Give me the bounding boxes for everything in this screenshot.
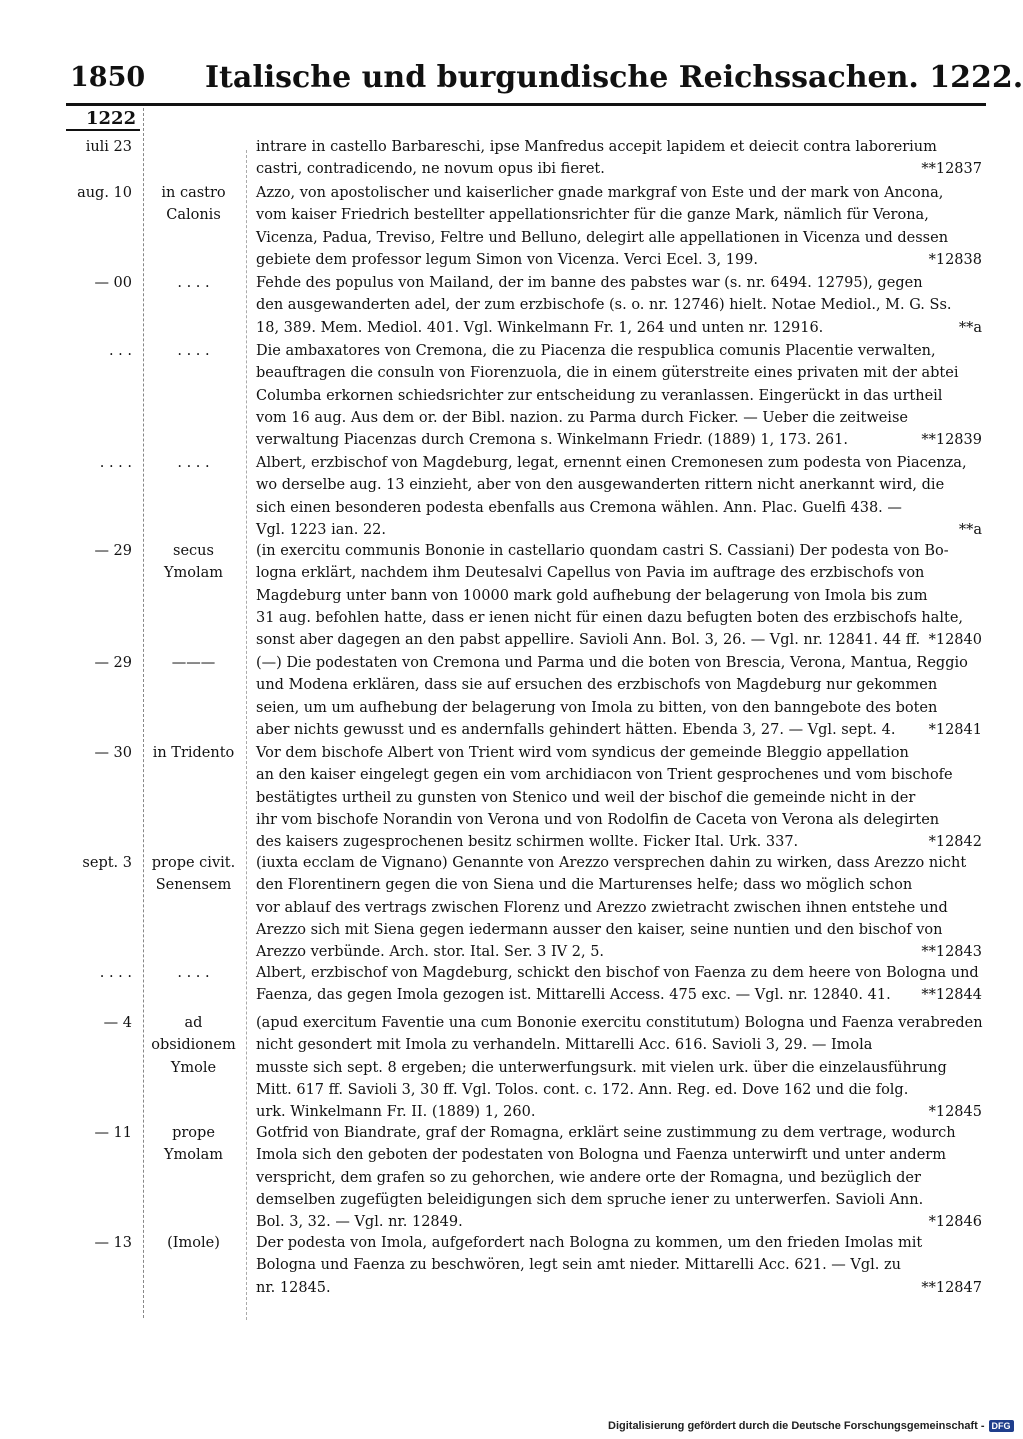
entry-date: . . . .	[99, 455, 132, 471]
entry-line: Magdeburg unter bann von 10000 mark gold aufhebung der belagerung von Imola bis zum	[256, 587, 928, 604]
regest-number: *12840	[928, 632, 982, 649]
footer-text: Digitalisierung gefördert durch die Deutsche Forschungsgemeinschaft -	[608, 1420, 985, 1432]
year-rule	[66, 129, 140, 131]
entry-line: sich einen besonderen podesta ebenfalls aus Cremona wählen. Ann. Plac. Guelfi 438. —	[256, 499, 902, 516]
entry-date: — 00	[94, 275, 132, 291]
entry-line: Fehde des populus von Mailand, der im banne des pabstes war (s. nr. 6494. 12795), gegen	[256, 275, 923, 291]
entry-line: Faenza, das gegen Imola gezogen ist. Mittarelli Access. 475 exc. — Vgl. nr. 12840. 41. **12844	[256, 984, 982, 1006]
year-label: 1222	[86, 108, 137, 129]
entry-text	[256, 182, 982, 271]
entry-text	[256, 1012, 982, 1123]
entry-date: iuli 23	[85, 139, 132, 155]
entry-line: Columba erkornen schiedsrichter zur entscheidung zu veranlassen. Eingerückt in das urtheil	[256, 387, 943, 404]
regest-number: *12846	[928, 1214, 982, 1231]
regest-number: **a	[958, 521, 982, 538]
dfg-logo: DFG	[989, 1420, 1014, 1432]
entry-line: Gotfrid von Biandrate, graf der Romagna, erklärt seine zustimmung zu dem vertrage, wodurch	[256, 1125, 956, 1141]
entry-line: Imola sich den geboten der podestaten von Bologna und Faenza unterwirft und unter anderm	[256, 1147, 946, 1164]
entry-line: Albert, erzbischof von Magdeburg, schickt den bischof von Faenza zu dem heere von Bologna und	[256, 965, 979, 981]
entry-line: seien, um um aufhebung der belagerung von Imola zu bitten, von den banngebote des boten	[256, 699, 938, 716]
entry-text	[256, 962, 982, 1007]
entry-text	[256, 272, 982, 339]
entry-date: . . . .	[99, 965, 132, 981]
entry-line: an den kaiser eingelegt gegen ein vom archidiacon von Trient gesprochenes und vom bischofe	[256, 767, 953, 784]
entry-text	[256, 340, 982, 451]
entry-place: . . . .	[177, 275, 210, 291]
entry-line: (apud exercitum Faventie una cum Bononie exercitu constitutum) Bologna und Faenza verabreden	[256, 1015, 983, 1031]
regest-number: **12844	[921, 987, 982, 1004]
entry-text	[256, 852, 982, 963]
regest-number: **12843	[921, 944, 982, 961]
entry-line: ihr vom bischofe Norandin von Verona und von Rodolfin de Caceta von Verona als delegirten	[256, 811, 940, 828]
entry-date: — 11	[94, 1125, 132, 1141]
entry-text	[256, 136, 982, 181]
entry-line: wo derselbe aug. 13 einzieht, aber von den ausgewanderten rittern nicht anerkannt wird, die	[256, 477, 945, 494]
page-number: 1850	[70, 62, 146, 93]
entry-line: (in exercitu communis Bononie in castellario quondam castri S. Cassiani) Der podesta von Bo-	[256, 543, 949, 559]
entry-date: aug. 10	[77, 185, 132, 201]
entry-date: — 30	[94, 745, 132, 761]
entry-line: Der podesta von Imola, aufgefordert nach Bologna zu kommen, um den frieden Imolas mit	[256, 1235, 923, 1251]
entry-line: 31 aug. befohlen hatte, dass er ienen nicht für einen dazu befugten boten des erzbischofs halte,	[256, 609, 964, 626]
entry-place: secus Ymolam	[163, 543, 224, 582]
entry-line: vom kaiser Friedrich bestellter appellationsrichter für die ganze Mark, nämlich für Verona,	[256, 207, 929, 224]
entry-line: den Florentinern gegen die von Siena und die Marturenses helfe; dass wo möglich schon	[256, 877, 913, 894]
entry-date: — 29	[94, 655, 132, 671]
entry-place: ———	[171, 655, 216, 671]
entry-text	[256, 1122, 982, 1233]
entry-line: und Modena erklären, dass sie auf ersuchen des erzbischofs von Magdeburg nur gekommen	[256, 677, 938, 694]
entry-text	[256, 652, 982, 741]
entry-text	[256, 742, 982, 853]
entry-line: musste sich sept. 8 ergeben; die unterwerfungsurk. mit vielen urk. über die einzelausführung	[256, 1059, 947, 1076]
entry-place: (Imole)	[167, 1235, 220, 1251]
entry-line: des kaisers zugesprochenen besitz schirmen wollte. Ficker Ital. Urk. 337. *12842	[256, 831, 982, 853]
entry-line: Bol. 3, 32. — Vgl. nr. 12849. *12846	[256, 1211, 982, 1233]
entry-date: sept. 3	[82, 855, 132, 871]
entry-line: Vgl. 1223 ian. 22. **a	[256, 519, 982, 541]
entry-line: verwaltung Piacenzas durch Cremona s. Winkelmann Friedr. (1889) 1, 173. 261. **12839	[256, 429, 982, 451]
column-divider	[246, 150, 247, 1320]
entry-line: nicht gesondert mit Imola zu verhandeln. Mittarelli Acc. 616. Savioli 3, 29. — Imola	[256, 1037, 873, 1054]
entry-place: in castro Calonis	[161, 185, 226, 224]
entry-line: Die ambaxatores von Cremona, die zu Piacenza die respublica comunis Placentie verwalten,	[256, 343, 936, 359]
entry-line: 18, 389. Mem. Mediol. 401. Vgl. Winkelmann Fr. 1, 264 und unten nr. 12916. **a	[256, 317, 982, 339]
entry-line: (—) Die podestaten von Cremona und Parma und die boten von Brescia, Verona, Mantua, Reggio	[256, 655, 968, 671]
entry-line: aber nichts gewusst und es andernfalls gehindert hätten. Ebenda 3, 27. — Vgl. sept. 4. *12841	[256, 719, 982, 741]
entry-place: prope civit. Senensem	[151, 855, 236, 894]
regest-number: *12845	[928, 1104, 982, 1121]
entry-line: Mitt. 617 ff. Savioli 3, 30 ff. Vgl. Tolos. cont. c. 172. Ann. Reg. ed. Dove 162 und die folg.	[256, 1081, 909, 1098]
entry-text	[256, 1232, 982, 1299]
entry-date: . . .	[108, 343, 132, 359]
entry-line: Arezzo sich mit Siena gegen iedermann ausser den kaiser, seine nuntien und den bischof von	[256, 921, 943, 938]
regest-number: **12847	[921, 1279, 982, 1296]
entry-place: . . . .	[177, 455, 210, 471]
entry-line: Azzo, von apostolischer und kaiserlicher gnade markgraf von Este und der mark von Ancona,	[256, 185, 944, 201]
entry-text	[256, 540, 982, 651]
entry-line: nr. 12845. **12847	[256, 1277, 982, 1299]
entry-line: castri, contradicendo, ne novum opus ibi fieret. **12837	[256, 158, 982, 180]
page-title: Italische und burgundische Reichssachen. 1222.	[205, 60, 1023, 95]
entry-line: demselben zugefügten beleidigungen sich dem spruche iener zu unterwerfen. Savioli Ann.	[256, 1191, 924, 1208]
entry-line: beauftragen die consuln von Fiorenzuola, die in einem güterstreite eines privaten mit der abtei	[256, 365, 959, 382]
entry-line: Vor dem bischofe Albert von Trient wird vom syndicus der gemeinde Bleggio appellation	[256, 745, 909, 761]
entry-date: — 13	[94, 1235, 132, 1251]
entry-line: (iuxta ecclam de Vignano) Genannte von Arezzo versprechen dahin zu wirken, dass Arezzo nicht	[256, 855, 967, 871]
entry-line: Arezzo verbünde. Arch. stor. Ital. Ser. 3 IV 2, 5. **12843	[256, 941, 982, 963]
regest-number: **12837	[921, 161, 982, 178]
footer-credit	[608, 1420, 1014, 1432]
column-divider	[143, 108, 144, 1318]
regest-number: *12838	[928, 251, 982, 268]
entry-date: — 4	[103, 1015, 132, 1031]
entry-place: in Tridento	[152, 745, 235, 761]
entry-line: gebiete dem professor legum Simon von Vicenza. Verci Ecel. 3, 199. *12838	[256, 249, 982, 271]
entry-line: vom 16 aug. Aus dem or. der Bibl. nazion. zu Parma durch Ficker. — Ueber die zeitweise	[256, 409, 908, 426]
entry-line: Bologna und Faenza zu beschwören, legt sein amt nieder. Mittarelli Acc. 621. — Vgl. zu	[256, 1257, 901, 1274]
entry-place: ad obsidionem Ymole	[151, 1015, 236, 1076]
entry-line: logna erklärt, nachdem ihm Deutesalvi Capellus von Pavia im auftrage des erzbischofs von	[256, 565, 925, 582]
entry-place: prope Ymolam	[163, 1125, 224, 1164]
entry-line: den ausgewanderten adel, der zum erzbischofe (s. o. nr. 12746) hielt. Notae Mediol., M. G. Ss.	[256, 297, 952, 314]
entry-line: bestätigtes urtheil zu gunsten von Stenico und weil der bischof die gemeinde nicht in der	[256, 789, 916, 806]
entry-line: vor ablauf des vertrags zwischen Florenz und Arezzo zwietracht zwischen ihnen entstehe und	[256, 899, 948, 916]
entry-place: . . . .	[177, 343, 210, 359]
entry-line: intrare in castello Barbareschi, ipse Manfredus accepit lapidem et deiecit contra laborerium	[256, 139, 937, 155]
entry-date: — 29	[94, 543, 132, 559]
regest-number: **a	[958, 319, 982, 336]
regest-number: *12841	[928, 721, 982, 738]
entry-line: verspricht, dem grafen so zu gehorchen, wie andere orte der Romagna, und bezüglich der	[256, 1169, 921, 1186]
regest-number: *12842	[928, 834, 982, 851]
entry-line: Vicenza, Padua, Treviso, Feltre und Belluno, delegirt alle appellationen in Vicenza und dessen	[256, 229, 949, 246]
regest-number: **12839	[921, 432, 982, 449]
entry-text	[256, 452, 982, 541]
entry-place: . . . .	[177, 965, 210, 981]
header-rule	[66, 103, 986, 106]
entry-line: urk. Winkelmann Fr. II. (1889) 1, 260. *12845	[256, 1101, 982, 1123]
entry-line: Albert, erzbischof von Magdeburg, legat, ernennt einen Cremonesen zum podesta von Piacenza,	[256, 455, 967, 471]
entry-line: sonst aber dagegen an den pabst appellire. Savioli Ann. Bol. 3, 26. — Vgl. nr. 12841. 44 ff. *12840	[256, 629, 982, 651]
